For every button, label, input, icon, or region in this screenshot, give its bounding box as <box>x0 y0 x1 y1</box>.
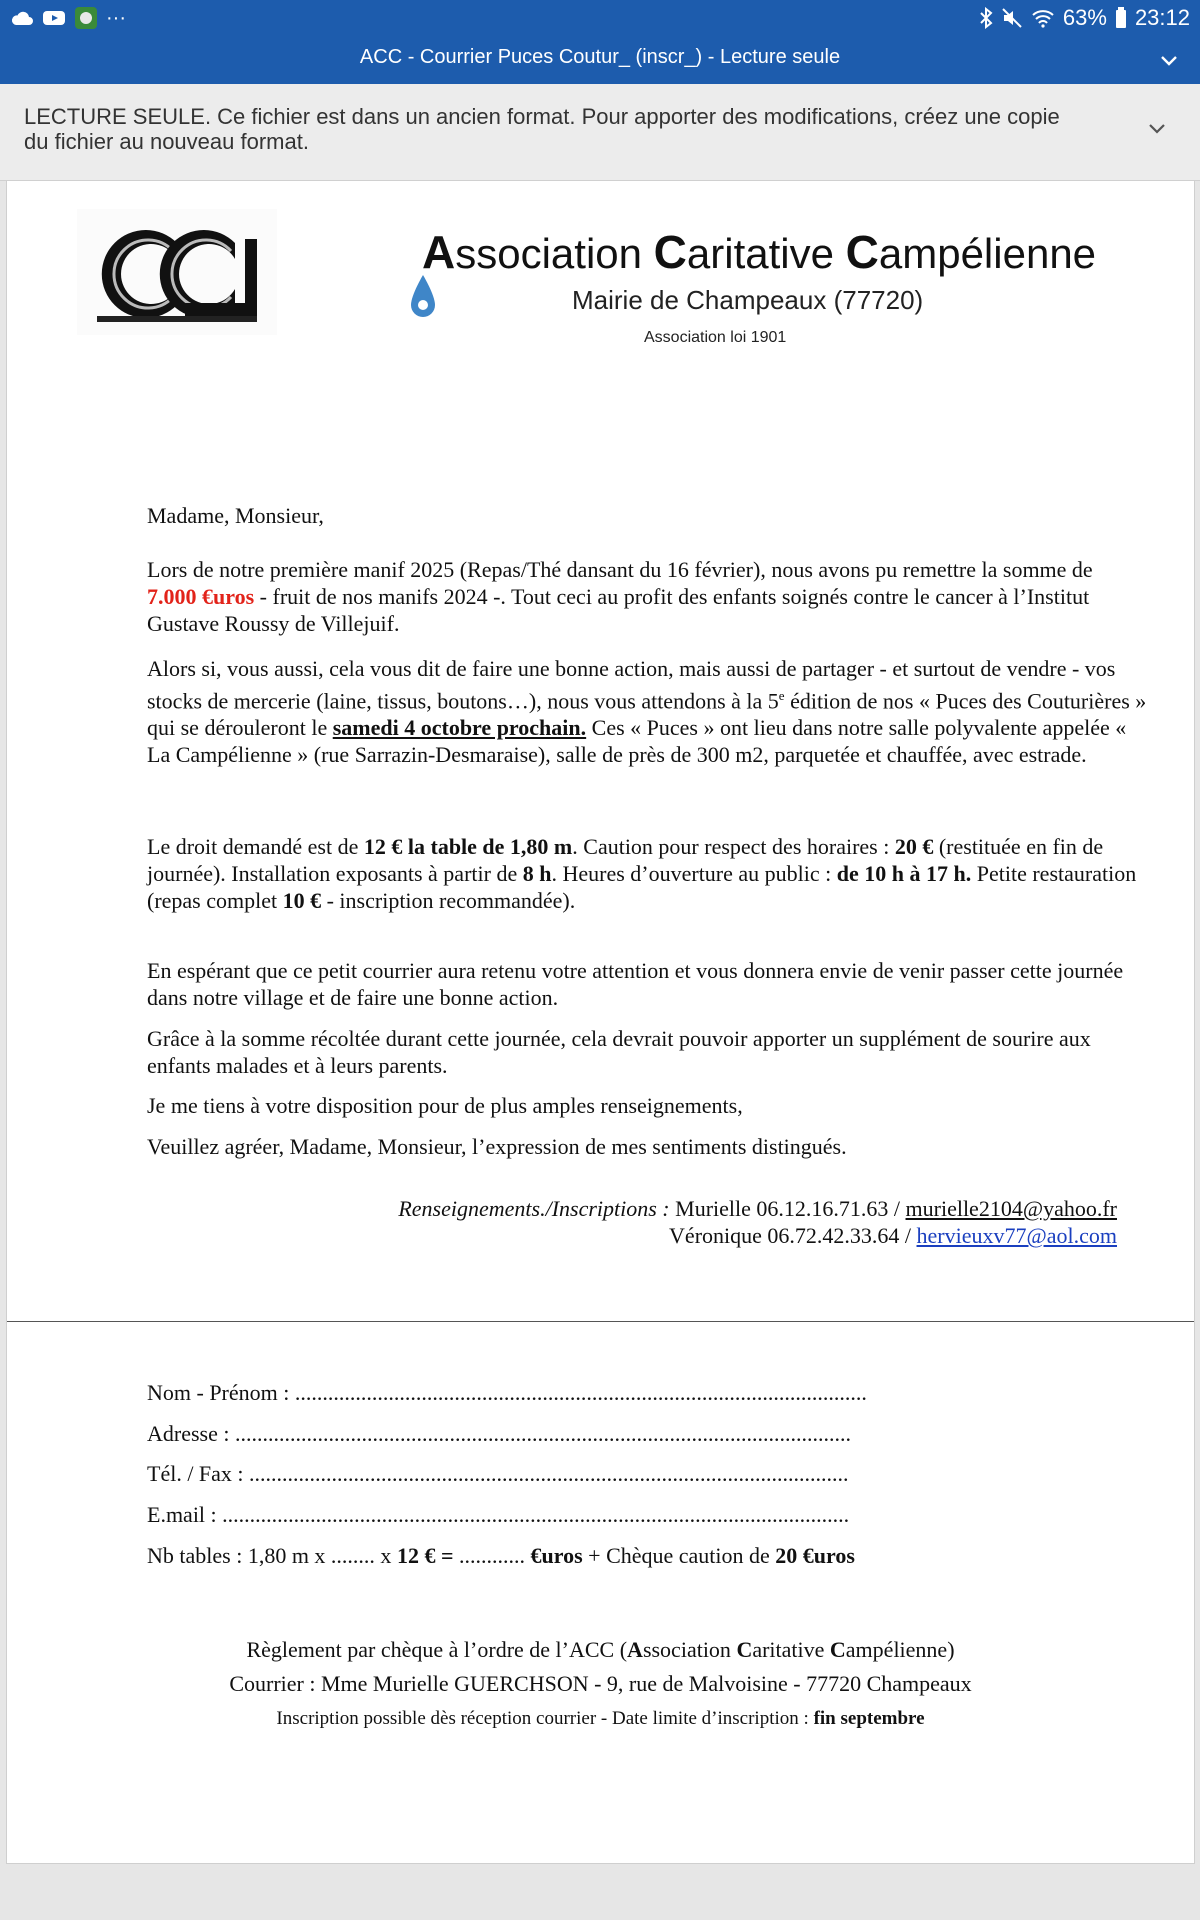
organisation-name <box>422 225 1096 279</box>
contact2-text: Véronique 06.72.42.33.64 / <box>669 1223 917 1248</box>
salutation: Madame, Monsieur, <box>147 503 324 528</box>
donation-amount: 7.000 €uros <box>147 584 255 609</box>
acc-logo <box>77 209 277 335</box>
association-loi: Association loi 1901 <box>644 329 787 346</box>
reg-initial-a: A <box>627 1637 643 1662</box>
org-initial-c1: C <box>653 226 687 278</box>
org-initial-a: A <box>422 226 456 278</box>
paragraph-6: Je me tiens à votre disposition pour de plus amples renseignements, <box>147 1093 743 1118</box>
document-page <box>6 181 1195 1864</box>
form-name-line: Nom - Prénom : ........................................................................................................ <box>147 1380 867 1405</box>
nb-text-c: + Chèque caution de <box>582 1543 776 1568</box>
reg-initial-c2: C <box>829 1637 846 1662</box>
p2-text-c: Ces « Puces » ont lieu dans notre salle polyvalente appelée « La Campélienne » (rue Sarrazin-Desmaraise), salle de près de 300 m2, parquetée et chauffée, avec estrade. <box>147 715 1127 768</box>
org-word-3: ampélienne <box>878 230 1097 277</box>
water-drop-icon <box>409 273 437 319</box>
p2-text-b: édition de nos « Puces des Couturières » qui se dérouleront le <box>147 688 1147 741</box>
status-bar <box>0 0 1200 38</box>
p3-text-d: . Heures d’ouverture au public : <box>551 861 837 886</box>
form-address-line: Adresse : ................................................................................................................ <box>147 1421 851 1446</box>
install-time: 8 h <box>522 861 552 886</box>
expand-chevron-icon[interactable] <box>1148 118 1166 141</box>
nb-text-a: Nb tables : 1,80 m x ........ x <box>147 1543 397 1568</box>
paragraph-4: En espérant que ce petit courrier aura retenu votre attention et vous donnera envie de venir passer cette journée dans notre village et de faire une bonne action. <box>147 958 1124 1010</box>
battery-icon <box>1115 7 1127 29</box>
nb-price: 12 € = <box>396 1543 454 1568</box>
battery-percent: 63% <box>1062 5 1107 30</box>
contact-label: Renseignements./Inscriptions : <box>398 1196 670 1221</box>
read-only-banner[interactable] <box>0 84 1200 181</box>
contact-line-1 <box>147 1195 1117 1222</box>
reg-word-3: ampélienne) <box>845 1637 955 1662</box>
mairie-line: Mairie de Champeaux (77720) <box>572 285 924 315</box>
nb-text-b: ............ <box>453 1543 531 1568</box>
more-icon: ··· <box>106 7 126 29</box>
p3-text-c: (restituée en fin de journée). Installation exposants à partir de <box>147 834 1104 886</box>
caution-amount: 20 € <box>894 834 934 859</box>
contact1-email[interactable]: murielle2104@yahoo.fr <box>905 1196 1117 1221</box>
form-email-line: E.mail : .................................................................................................................. <box>147 1502 850 1527</box>
registration-deadline <box>7 1705 1194 1732</box>
p3-text-f: - inscription recommandée). <box>321 888 576 913</box>
p3-text-e: Petite restauration (repas complet <box>147 861 1137 913</box>
contact1-text: Murielle 06.12.16.71.63 / <box>669 1196 906 1221</box>
table-price: 12 € la table de 1,80 m <box>363 834 573 859</box>
paragraph-2 <box>147 655 1147 768</box>
bluetooth-icon <box>979 7 993 29</box>
contact2-email[interactable]: hervieuxv77@aol.com <box>916 1223 1117 1248</box>
form-phone-line: Tél. / Fax : ............................................................................................................. <box>147 1461 849 1486</box>
deadline: fin septembre <box>813 1708 925 1729</box>
contact-line-2 <box>147 1222 1117 1249</box>
org-initial-c2: C <box>845 226 879 278</box>
banner-text: LECTURE SEULE. Ce fichier est dans un ancien format. Pour apporter des modifications, créez une copie du fichier au nouveau format. <box>24 104 1060 154</box>
p3-text-b: . Caution pour respect des horaires : <box>572 834 895 859</box>
payment-line <box>7 1636 1194 1663</box>
paragraph-5: Grâce à la somme récoltée durant cette journée, cela devrait pouvoir apporter un supplément de sourire aux enfants malades et à leurs parents. <box>147 1026 1091 1078</box>
p2-sup: e <box>778 688 785 703</box>
paragraph-3 <box>147 833 1147 914</box>
app-icon <box>74 6 98 30</box>
document-title[interactable]: ACC - Courrier Puces Coutur_ (inscr_) - Lecture seule <box>359 46 841 68</box>
p3-text-a: Le droit demandé est de <box>147 834 364 859</box>
chevron-down-icon[interactable] <box>1160 50 1178 73</box>
meal-price: 10 € <box>282 888 322 913</box>
reg-text-a: Règlement par chèque à l’ordre de l’ACC ( <box>246 1637 628 1662</box>
paragraph-1 <box>147 556 1147 637</box>
org-word-1: ssociation <box>455 230 654 277</box>
reg-word-2: aritative <box>752 1637 830 1662</box>
nb-euros: €uros <box>530 1543 583 1568</box>
wifi-icon <box>1031 8 1055 28</box>
insc-text: Inscription possible dès réception courrier - Date limite d’inscription : <box>276 1708 814 1729</box>
cloud-icon <box>10 10 34 26</box>
clock: 23:12 <box>1134 5 1190 30</box>
p1-text-b: - fruit de nos manifs 2024 -. Tout ceci au profit des enfants soignés contre le cancer à l’Institut Gustave Roussy de Villejuif. <box>147 584 1090 636</box>
mailing-address: Courrier : Mme Murielle GUERCHSON - 9, rue de Malvoisine - 77720 Champeaux <box>229 1671 972 1696</box>
reg-initial-c1: C <box>736 1637 753 1662</box>
app-top-bar <box>0 0 1200 84</box>
org-word-2: aritative <box>686 230 846 277</box>
p1-text-a: Lors de notre première manif 2025 (Repas/Thé dansant du 16 février), nous avons pu remettre la somme de <box>147 557 1093 582</box>
youtube-icon <box>42 9 66 27</box>
paragraph-7: Veuillez agréer, Madame, Monsieur, l’expression de mes sentiments distingués. <box>147 1134 847 1159</box>
form-tables-line <box>147 1542 1147 1569</box>
mute-icon <box>1001 7 1023 29</box>
reg-word-1: ssociation <box>642 1637 737 1662</box>
p2-text-a: Alors si, vous aussi, cela vous dit de faire une bonne action, mais aussi de partager - et surtout de vendre - vos stocks de mercerie (laine, tissus, boutons…), nous vous attendons à la 5 <box>147 656 1116 714</box>
event-date: samedi 4 octobre prochain. <box>332 715 587 741</box>
nb-caution: 20 €uros <box>775 1543 855 1568</box>
separator-line <box>7 1321 1194 1322</box>
opening-hours: de 10 h à 17 h. <box>836 861 972 886</box>
